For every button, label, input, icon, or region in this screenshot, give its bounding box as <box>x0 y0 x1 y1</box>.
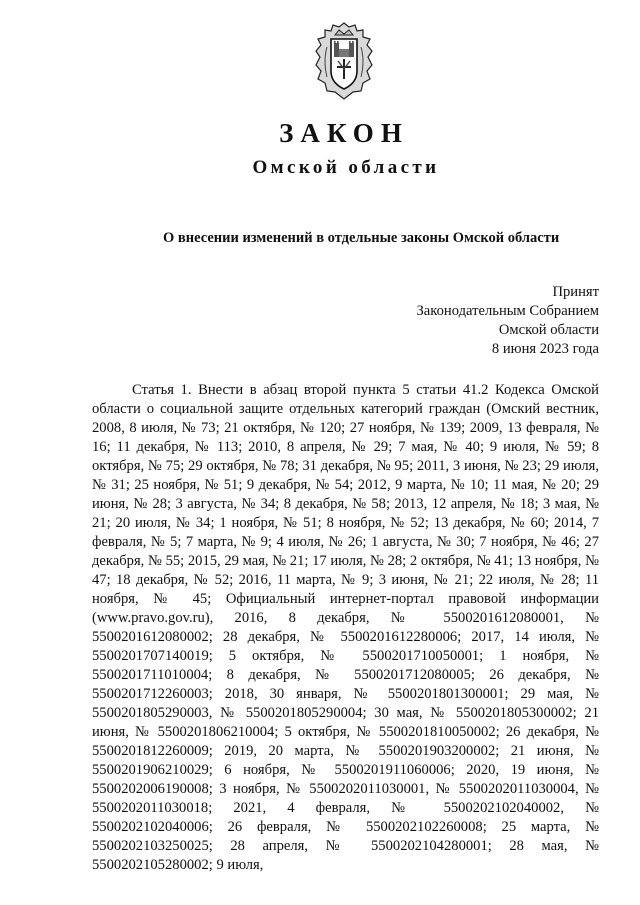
adoption-block <box>417 283 600 359</box>
region-subtitle: Омской области <box>252 157 440 178</box>
adoption-line: Принят <box>552 284 599 300</box>
adoption-line: Омской области <box>498 322 599 338</box>
law-title: ЗАКОН <box>279 118 409 148</box>
document-heading: О внесении изменений в отдельные законы Омской области <box>163 230 560 246</box>
adoption-date: 8 июня 2023 года <box>491 341 599 357</box>
adoption-line: Законодательным Собранием <box>416 303 599 319</box>
article-1-text: Статья 1. Внести в абзац второй пункта 5 статьи 41.2 Кодекса Омской области о социальной защите отдельных категорий граждан (Омский вестник, 2008, 8 июля, № 73; 21 октября, № 120; 27 ноября, № 139; 2009, 13 февраля, № 16; 11 декабря, № 113; 2010, 8 апреля, № 29; 7 мая, № 40; 9 июля, № 59; 8 октября, № 75; 29 октября, № 78; 31 декабря, № 95; 2011, 3 июня, № 23; 29 июля, № 31; 25 ноября, № 51; 9 декабря, № 54; 2012, 9 марта, № 10; 11 мая, № 20; 29 июня, № 28; 3 августа, № 34; 8 декабря, № 58; 2013, 12 апреля, № 18; 3 мая, № 21; 20 июля, № 34; 1 ноября, № 51; 8 ноября, № 52; 13 декабря, № 60; 2014, 7 февраля, № 5; 7 марта, № 9; 4 июля, № 26; 1 августа, № 30; 7 ноября, № 46; 27 декабря, № 55; 2015, 29 мая, № 21; 17 июля, № 28; 2 октября, № 41; 13 ноября, № 47; 18 декабря, № 52; 2016, 11 марта, № 9; 3 июня, № 21; 22 июля, № 28; 11 ноября, № 45; Официальный интернет-портал правовой информации (www.pravo.gov.ru), 2016, 8 декабря, № 5500201612080001, № 5500201612080002; 28 декабря, № 5500201612280006; 2017, 14 июля, № 5500201707140019; 5 октября, № 5500201710050001; 1 ноября, № 5500201711010004; 8 декабря, № 5500201712080005; 26 декабря, № 5500201712260003; 2018, 30 января, № 5500201801300001; 29 мая, № 5500201805290003, № 5500201805290004; 30 мая, № 5500201805300002; 21 июня, № 5500201806210004; 5 октября, № 5500201810050002; 26 декабря, № 5500201812260009; 2019, 20 марта, № 5500201903200002; 21 июня, № 5500201906210029; 6 ноября, № 5500201911060006; 2020, 19 июня, № 5500202006190008; 3 ноября, № 5500202011030001, № 5500202011030004, № 5500202011030018; 2021, 4 февраля, № 5500202102040002, № 5500202102040006; 26 февраля, № 5500202102260008; 25 марта, № 5500202103250025; 28 апреля, № 5500202104280001; 28 мая, № 5500202105280002; 9 июля, <box>92 382 599 873</box>
coat-of-arms-icon <box>313 21 375 101</box>
